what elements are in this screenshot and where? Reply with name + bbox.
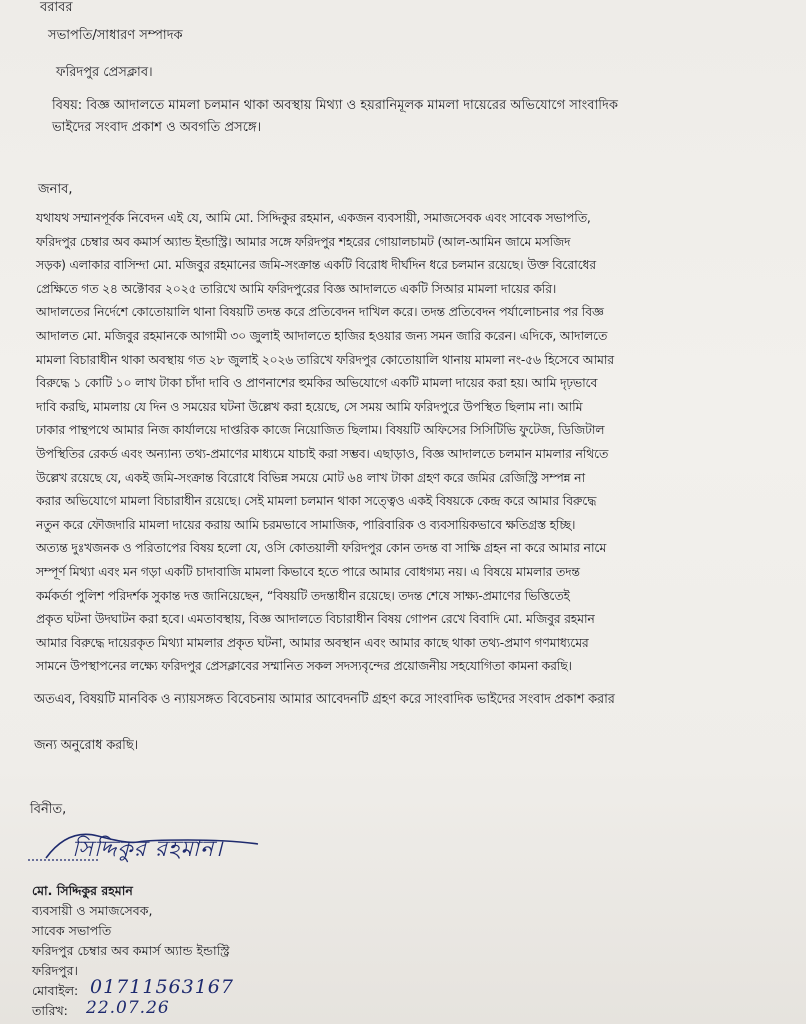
sender-title-2: সাবেক সভাপতি: [32, 923, 112, 938]
recipient: সভাপতি/সাধারণ সম্পাদক: [48, 28, 183, 43]
subject-line-2: ভাইদের সংবাদ প্রকাশ ও অবগতি প্রসঙ্গে।: [52, 120, 262, 135]
sender-name: মো. সিদ্দিকুর রহমান: [32, 883, 133, 898]
subject-line-1: বিষয়: বিজ্ঞ আদালতে মামলা চলমান থাকা অবস্থায় মিথ্যা ও হয়রানিমূলক মামলা দায়েরের অভিযোগে সাংবাদিক: [52, 98, 618, 113]
body-line: করার অভিযোগে মামলা বিচারাধীন রয়েছে। সেই মামলা চলমান থাকা সত্ত্বেও একই বিষয়কে কেন্দ্র করে আমার বিরুদ্ধে: [36, 493, 597, 509]
closing-line-1: অতএব, বিষয়টি মানবিক ও ন্যায়সঙ্গত বিবেচনায় আমার আবেদনটি গ্রহণ করে সাংবাদিক ভাইদের সংবাদ প্রকাশ করার: [34, 692, 615, 707]
body-line: উল্লেখ রয়েছে যে, একই জমি-সংক্রান্ত বিরোধে বিভিন্ন সময়ে মোট ৬৪ লাখ টাকা গ্রহণ করে জমির রেজিস্ট্রি সম্পন্ন না: [36, 469, 585, 485]
body-line: নতুন করে ফৌজদারি মামলা দায়ের করায় আমি চরমভাবে সামাজিক, পারিবারিক ও ব্যবসায়িকভাবে ক্ষতিগ্রস্ত হচ্ছি।: [36, 516, 576, 532]
sender-title-1: ব্যবসায়ী ও সমাজসেবক,: [32, 903, 153, 918]
salutation-to: বরাবর: [40, 0, 73, 15]
body-line: বিরুদ্ধে ১ কোটি ১০ লাখ টাকা চাঁদা দাবি ও প্রাণনাশের হুমকির অভিযোগে একটি মামলা দায়ের করা হয়। আমি দৃঢ়ভাবে: [36, 375, 598, 391]
body-line: সামনে উপস্থাপনের লক্ষ্যে ফরিদপুর প্রেসক্লাবের সম্মানিত সকল সদস্যবৃন্দের প্রয়োজনীয় সহযোগিতা কামনা করছি।: [36, 658, 572, 674]
body-line: প্রেক্ষিতে গত ২৪ অক্টোবর ২০২৫ তারিখে আমি ফরিদপুরের বিজ্ঞ আদালতে একটি সিআর মামলা দায়ের করি।: [36, 280, 557, 296]
body-line: আদালত মো. মজিবুর রহমানকে আগামী ৩০ জুলাই আদালতে হাজির হওয়ার জন্য সমন জারি করেন। এদিকে, আদালতে: [36, 328, 608, 343]
body-line: সম্পূর্ণ মিথ্যা এবং মন গড়া একটি চাদাবাজি মামলা কিভাবে হতে পারে আমার বোধগম্য নয়। এ বিষয়ে মামলার তদন্ত: [36, 564, 580, 579]
sign-off: বিনীত,: [30, 802, 67, 817]
mobile-label: মোবাইল:: [32, 983, 79, 998]
body-line: উপস্থিতির রেকর্ড এবং অন্যান্য তথ্য-প্রমাণের মাধ্যমে যাচাই করা সম্ভব। এছাড়াও, বিজ্ঞ আদালতে চলমান মামলার নথিতে: [36, 446, 609, 461]
body-line: সড়ক) এলাকার বাসিন্দা মো. মজিবুর রহমানের জমি-সংক্রান্ত একটি বিরোধ দীর্ঘদিন ধরে চলমান রয়েছে। উক্ত বিরোধের: [36, 257, 596, 273]
mobile-number: 01711563167: [90, 976, 234, 998]
body-line: মামলা বিচারাধীন থাকা অবস্থায় গত ২৮ জুলাই ২০২৬ তারিখে ফরিদপুর কোতোয়ালি থানায় মামলা নং-৫৬ হিসেবে আমার: [36, 351, 614, 367]
organization: ফরিদপুর প্রেসক্লাব।: [56, 65, 153, 80]
body-line: কর্মকর্তা পুলিশ পরিদর্শক সুকান্ত দত্ত জানিয়েছেন, “বিষয়টি তদন্তাধীন রয়েছে। তদন্ত শেষে সাক্ষ্য-প্রমাণের ভিত্তিতেই: [36, 587, 570, 603]
body-line: দাবি করছি, মামলায় যে দিন ও সময়ের ঘটনা উল্লেখ করা হয়েছে, সে সময় আমি ফরিদপুরে উপস্থিত ছিলাম না। আমি: [36, 398, 583, 414]
greeting: জনাব,: [38, 182, 73, 197]
body-line: আমার বিরুদ্ধে দায়েরকৃত মিথ্যা মামলার প্রকৃত ঘটনা, আমার অবস্থান এবং আমার কাছে থাকা তথ্য-প্রমাণ গণমাধ্যমের: [36, 634, 589, 650]
body-line: প্রকৃত ঘটনা উদঘাটন করা হবে। এমতাবস্থায়, বিজ্ঞ আদালতে বিচারাধীন বিষয় গোপন রেখে বিবাদি মো. মজিবুর রহমান: [36, 611, 595, 627]
sender-title-3: ফরিদপুর চেম্বার অব কমার্স অ্যান্ড ইন্ডাস্ট্রি: [32, 943, 230, 958]
body-line: আদালতের নির্দেশে কোতোয়ালি থানা বিষয়টি তদন্ত করে প্রতিবেদন দাখিল করে। তদন্ত প্রতিবেদন পর্যালোচনার পর বিজ্ঞ: [36, 304, 604, 320]
body-line: অত্যন্ত দুঃখজনক ও পরিতাপের বিষয় হলো যে, ওসি কোতয়ালী ফরিদপুর কোন তদন্ত বা সাক্ষি গ্রহন না করে আমার নামে: [36, 540, 606, 556]
signature: [28, 818, 288, 878]
date-label: তারিখ:: [32, 1003, 68, 1018]
body-line: যথাযথ সম্মানপূর্বক নিবেদন এই যে, আমি মো. সিদ্দিকুর রহমান, একজন ব্যবসায়ী, সমাজসেবক এবং সাবেক সভাপতি,: [36, 210, 591, 225]
sender-city: ফরিদপুর।: [32, 963, 78, 978]
closing-line-2: জন্য অনুরোধ করছি।: [34, 738, 138, 753]
signature-text: সিদ্দিকুর রহমান।: [72, 837, 224, 862]
body-line: ফরিদপুর চেম্বার অব কমার্স অ্যান্ড ইন্ডাস্ট্রি। আমার সঙ্গে ফরিদপুর শহরের গোয়ালচামট (আল-আমিন জামে মসজিদ: [36, 233, 571, 249]
date-value: 22.07.26: [86, 998, 170, 1018]
body-line: ঢাকার পান্থপথে আমার নিজ কার্যালয়ে দাপ্তরিক কাজে নিয়োজিত ছিলাম। বিষয়টি অফিসের সিসিটিভি ফুটেজ, ডিজিটাল: [36, 422, 605, 438]
